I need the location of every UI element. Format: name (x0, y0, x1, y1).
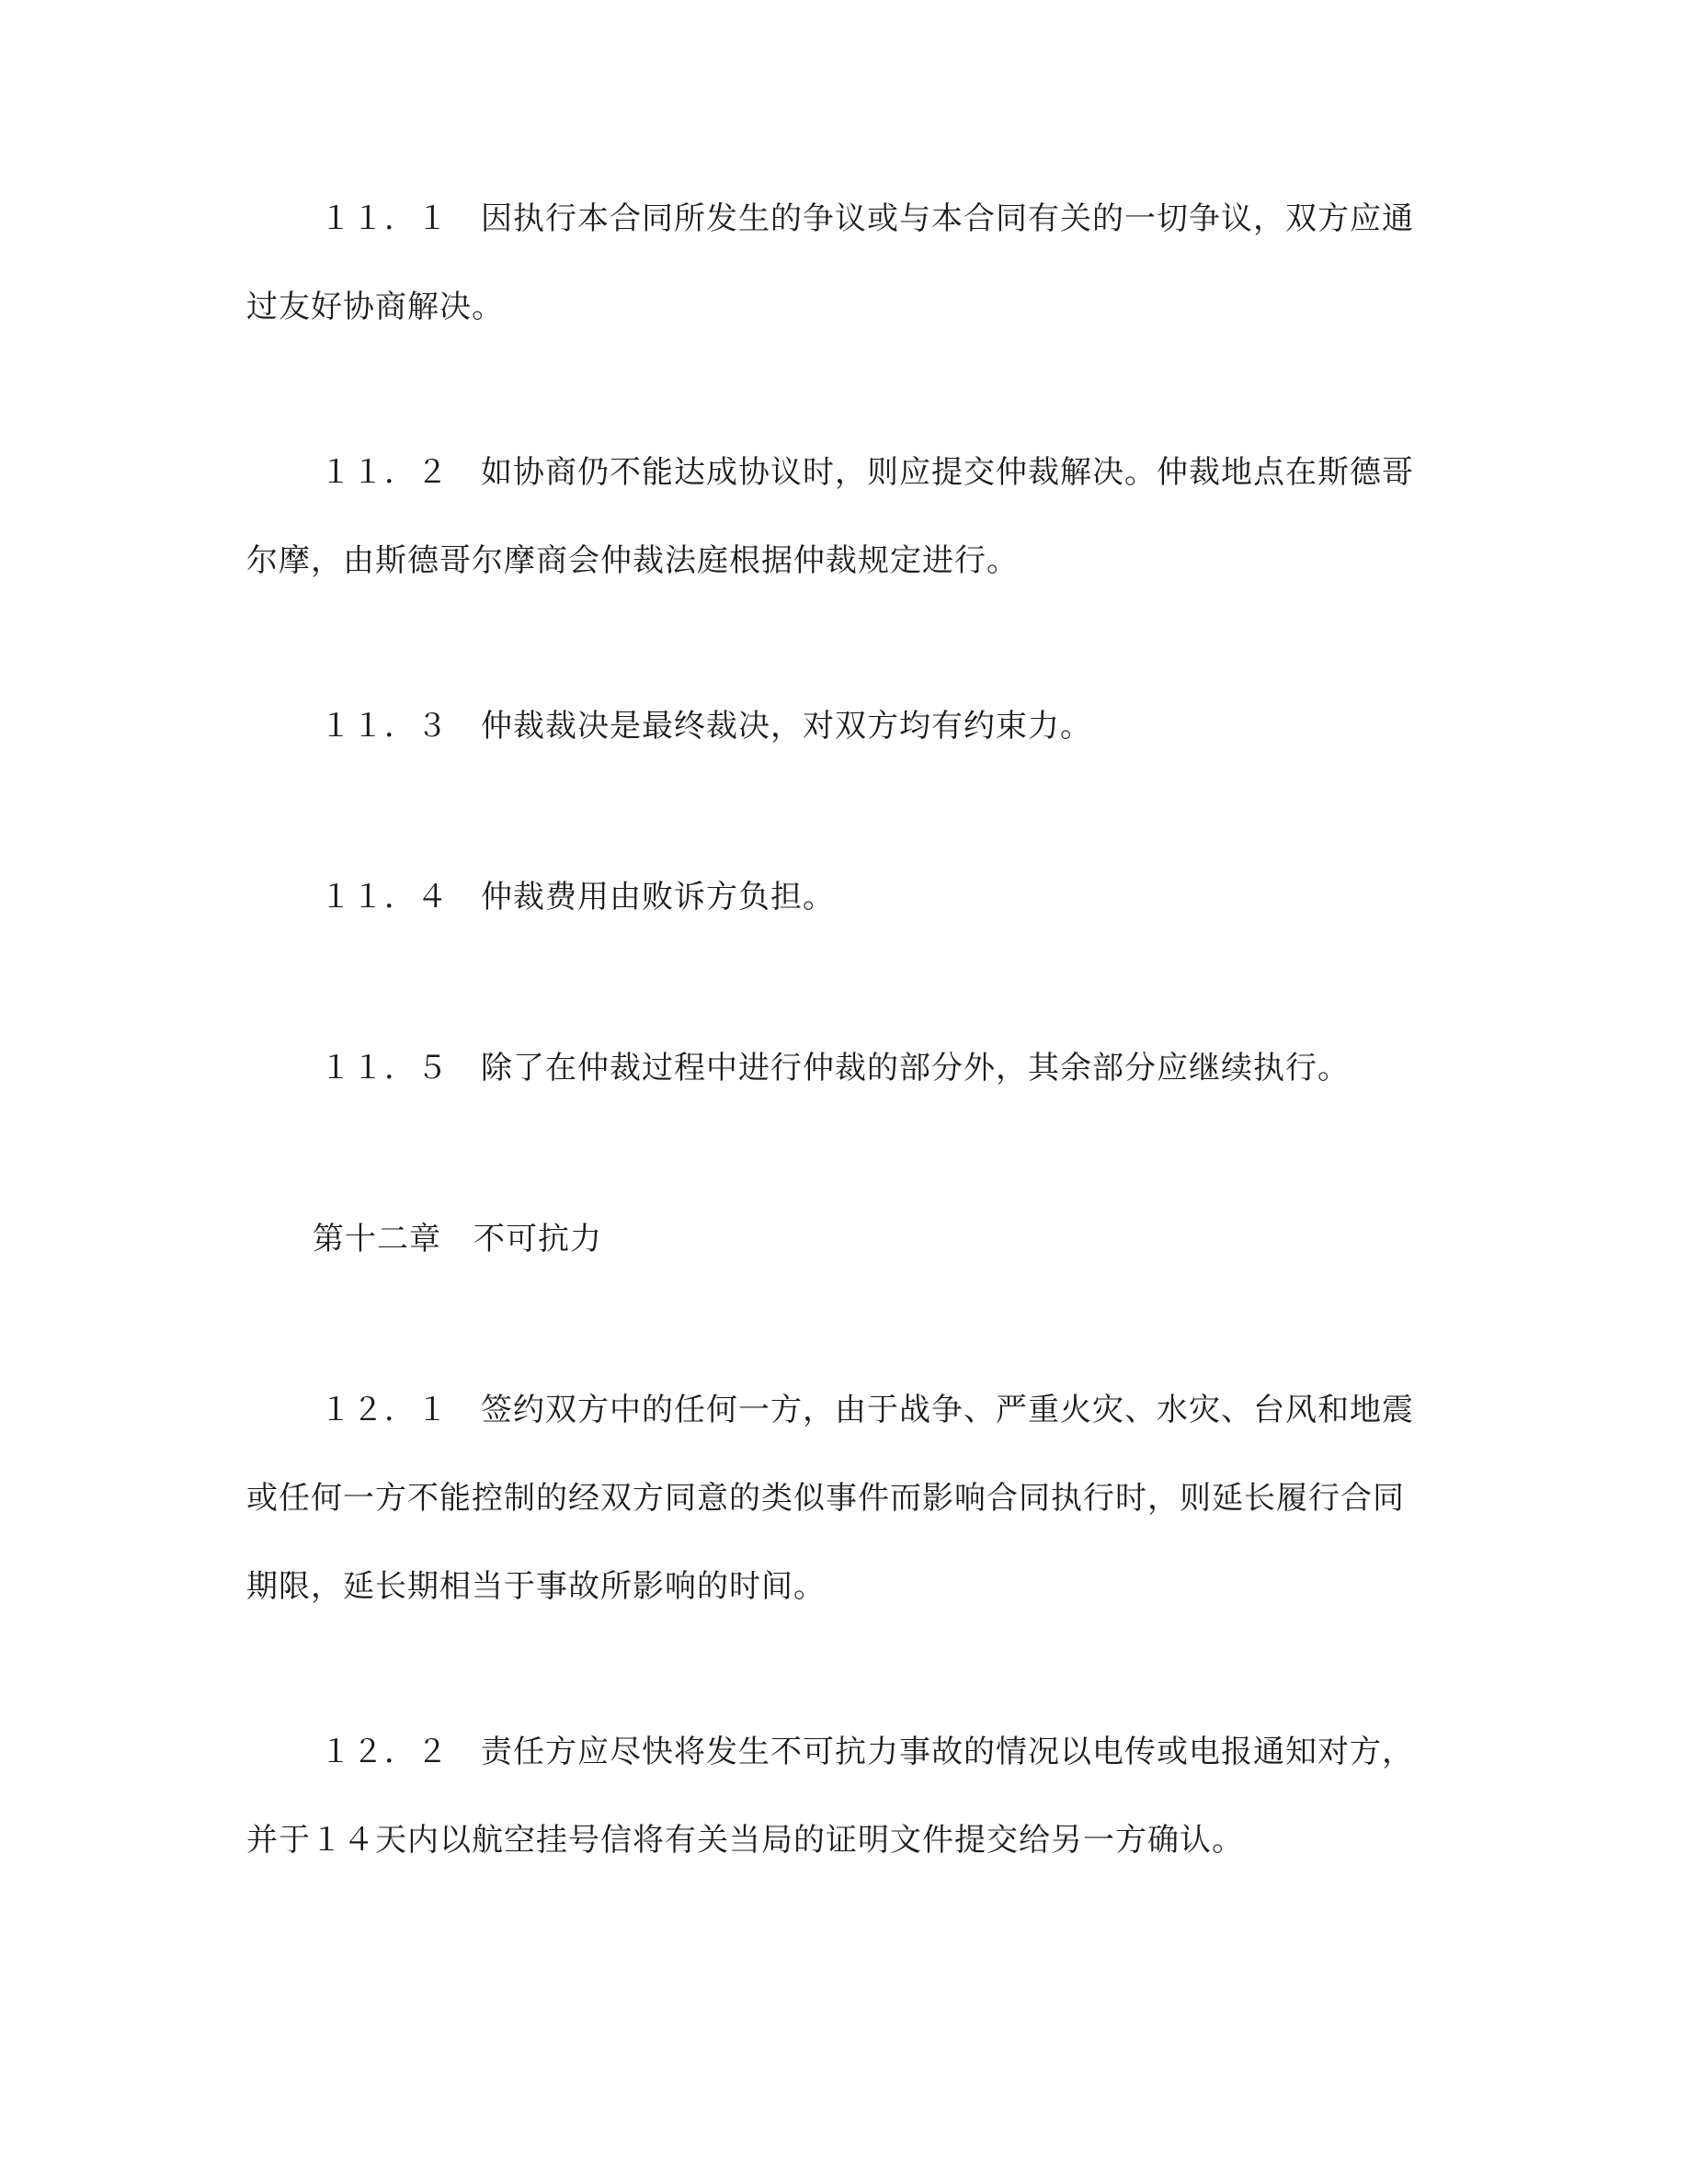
clause-11-4: １１．４ 仲裁费用由败诉方负担。 (320, 879, 835, 916)
clause-11-2: １１．２ 如协商仍不能达成协议时，则应提交仲裁解决。仲裁地点在斯德哥尔摩，由斯德哥尔摩商会仲裁法庭根据仲裁规定进行。 (246, 454, 1414, 579)
chapter-12-heading: 第十二章 不可抗力 (313, 1221, 602, 1257)
clause-12-2: １２．２ 责任方应尽快将发生不可抗力事故的情况以电传或电报通知对方，并于１４天内以航空挂号信将有关当局的证明文件提交给另一方确认。 (246, 1734, 1414, 1859)
clause-11-5: １１．５ 除了在仲裁过程中进行仲裁的部分外，其余部分应继续执行。 (320, 1050, 1350, 1086)
clause-11-3: １１．３ 仲裁裁决是最终裁决，对双方均有约束力。 (320, 708, 1092, 745)
clause-11-1: １１．１ 因执行本合同所发生的争议或与本合同有关的一切争议，双方应通过友好协商解决。 (246, 200, 1414, 325)
clause-12-1: １２．１ 签约双方中的任何一方，由于战争、严重火灾、水灾、台风和地震或任何一方不能控制的经双方同意的类似事件而影响合同执行时，则延长履行合同期限，延长期相当于事故所影响的时间。 (246, 1392, 1414, 1605)
